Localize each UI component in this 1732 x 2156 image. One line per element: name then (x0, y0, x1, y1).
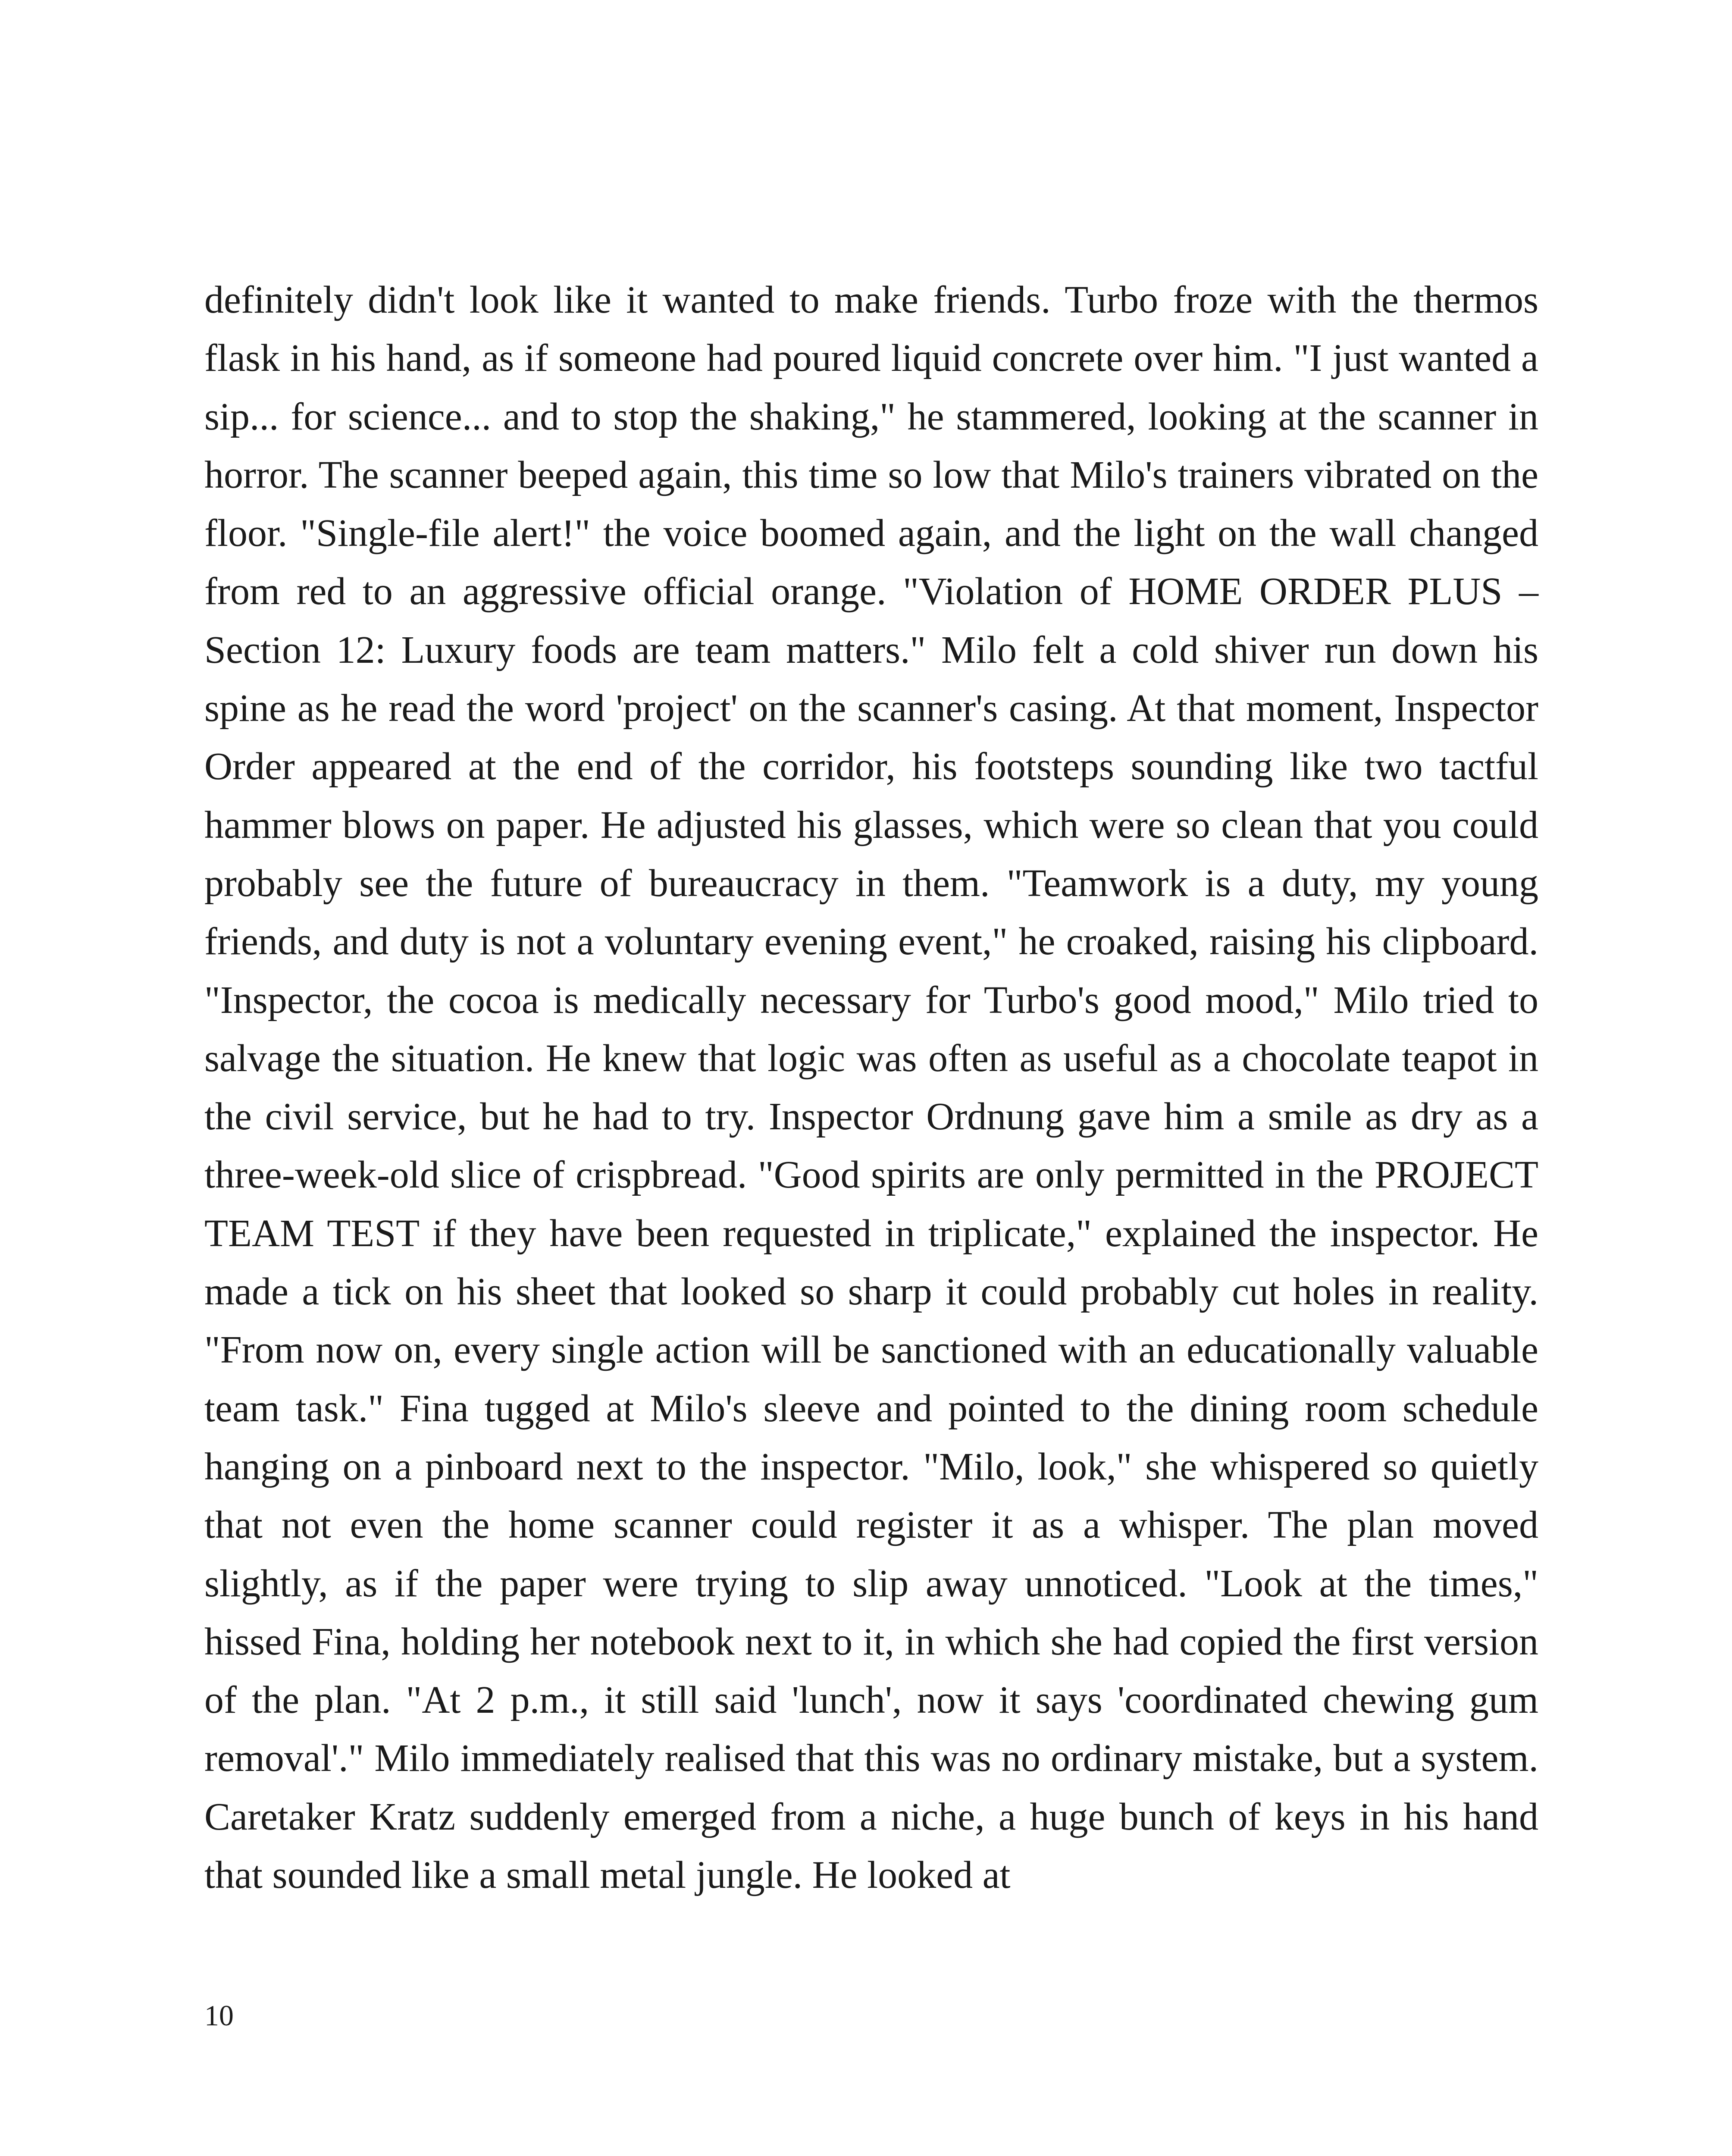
page-number: 10 (204, 1999, 234, 2032)
body-paragraph: definitely didn't look like it wanted to make friends. Turbo froze with the thermos flask in his hand, as if someone had poured liquid concrete over him. "I just wanted a sip... for science... and to stop the shaking," he stammered, looking at the scanner in horror. The scanner beeped again, this time so low that Milo's trainers vibrated on the floor. "Single-file alert!" the voice boomed again, and the light on the wall changed from red to an aggressive official orange. "Violation of HOME ORDER PLUS – Section 12: Luxury foods are team matters." Milo felt a cold shiver run down his spine as he read the word 'project' on the scanner's casing. At that moment, Inspector Order appeared at the end of the corridor, his footsteps sounding like two tactful hammer blows on paper. He adjusted his glasses, which were so clean that you could probably see the future of bureaucracy in them. "Teamwork is a duty, my young friends, and duty is not a voluntary evening event," he croaked, raising his clipboard. "Inspector, the cocoa is medically necessary for Turbo's good mood," Milo tried to salvage the situation. He knew that logic was often as useful as a chocolate teapot in the civil service, but he had to try. Inspector Ordnung gave him a smile as dry as a three-week-old slice of crispbread. "Good spirits are only permitted in the PROJECT TEAM TEST if they have been requested in triplicate," explained the inspector. He made a tick on his sheet that looked so sharp it could probably cut holes in reality. "From now on, every single action will be sanctioned with an educationally valuable team task." Fina tugged at Milo's sleeve and pointed to the dining room schedule hanging on a pinboard next to the inspector. "Milo, look," she whispered so quietly that not even the home scanner could register it as a whisper. The plan moved slightly, as if the paper were trying to slip away unnoticed. "Look at the times," hissed Fina, holding her notebook next to it, in which she had copied the first version of the plan. "At 2 p.m., it still said 'lunch', now it says 'coordinated chewing gum removal'." Milo immediately realised that this was no ordinary mistake, but a system. Caretaker Kratz suddenly emerged from a niche, a huge bunch of keys in his hand that sounded like a small metal jungle. He looked at (204, 279, 1538, 1897)
